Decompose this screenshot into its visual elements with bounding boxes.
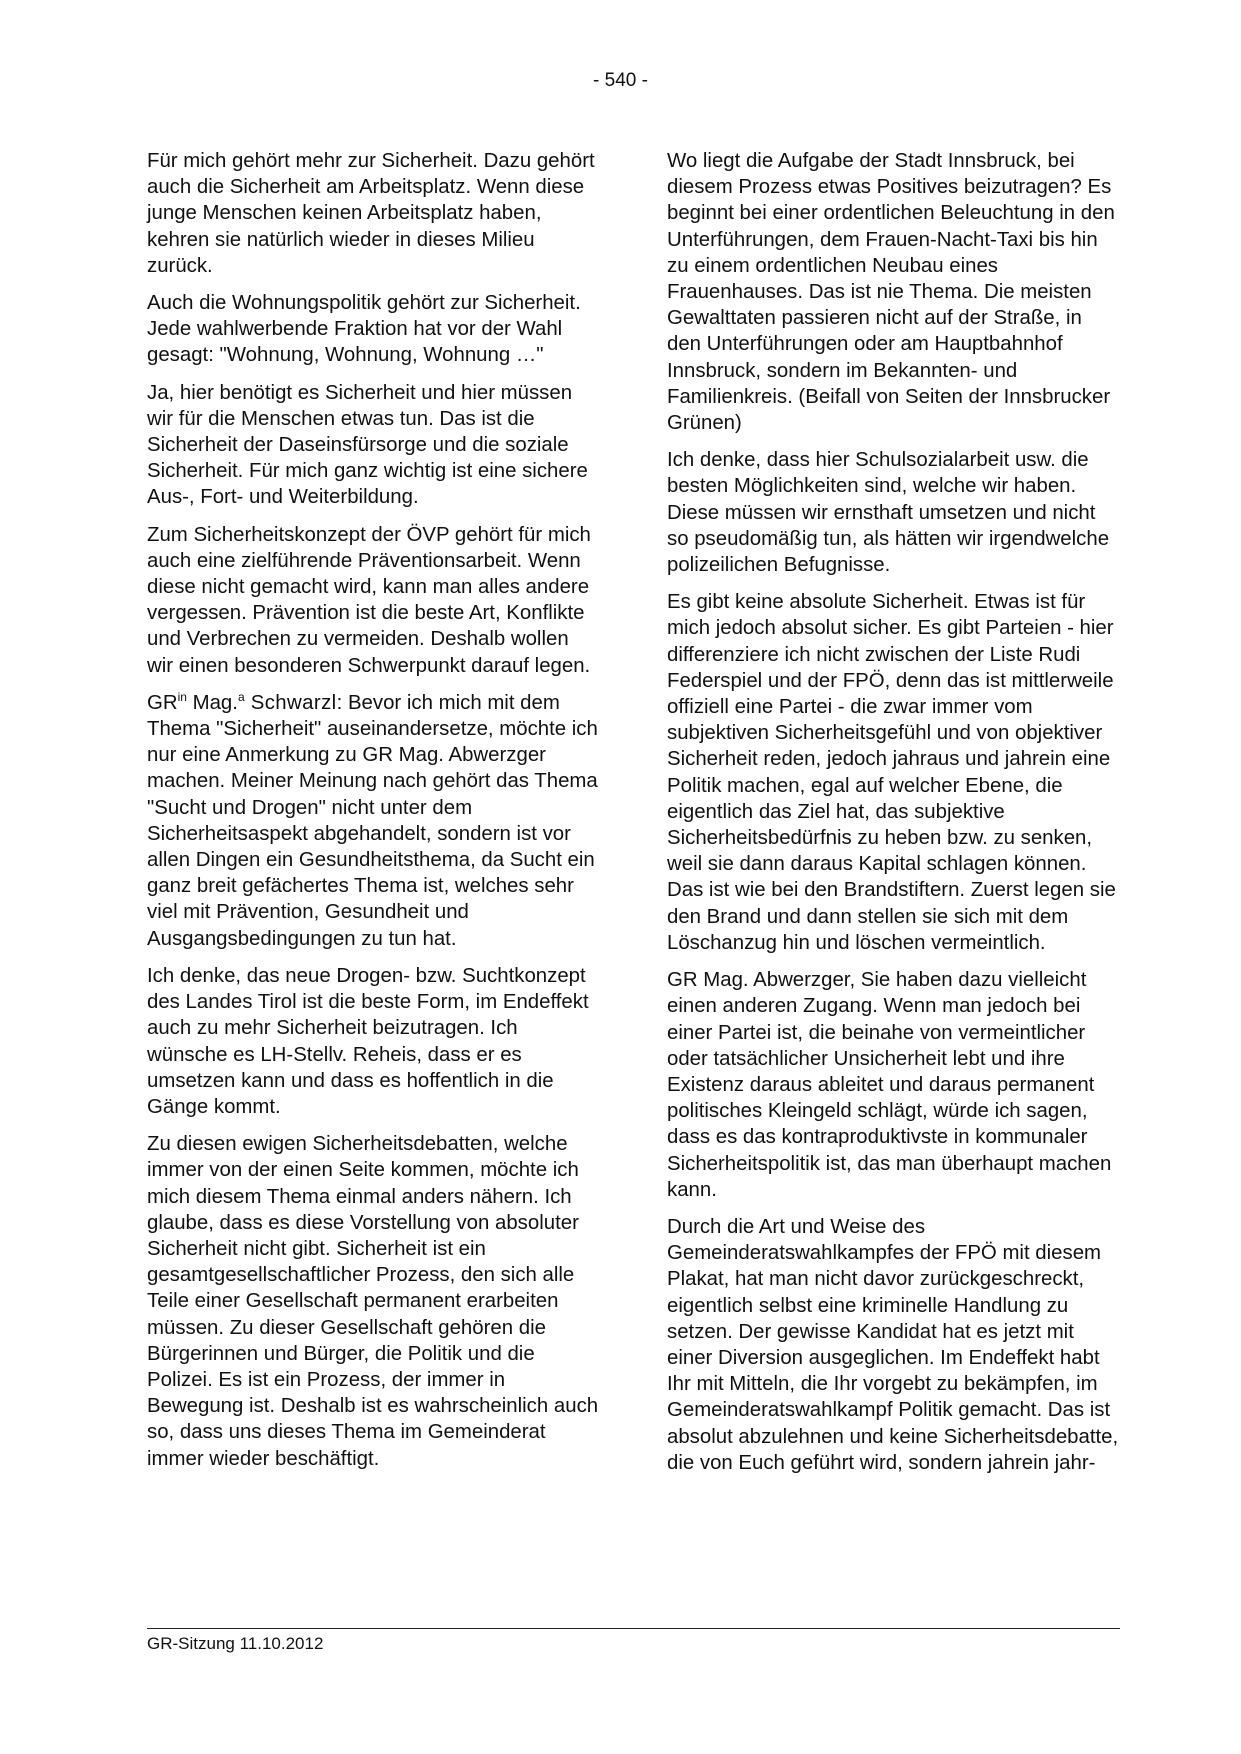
speaker-title-gr-sup: in bbox=[177, 690, 187, 705]
speaker-title-mag: Mag. bbox=[186, 691, 238, 714]
left-column bbox=[147, 148, 600, 1483]
footer-divider bbox=[147, 1628, 1120, 1629]
page-number: - 540 - bbox=[593, 70, 648, 91]
paragraph: Ja, hier benötigt es Sicherheit und hier müssen wir für die Menschen etwas tun. Das ist die Sicherheit der Daseinsfürsorge und die soziale Sicherheit. Für mich ganz wichtig ist eine sichere Aus-, Fort- und Weiterbildung. bbox=[147, 381, 588, 509]
paragraph: Ich denke, dass hier Schulsozialarbeit usw. die besten Möglichkeiten sind, welche wir haben. Diese müssen wir ernsthaft umsetzen und nicht so pseudomäßig tun, als hätten wir irgendwelche polizeilichen Befugnisse. bbox=[667, 449, 1110, 577]
speaker-title-mag-sup: a bbox=[237, 690, 245, 705]
paragraph: GR Mag. Abwerzger, Sie haben dazu vielleicht einen anderen Zugang. Wenn man jedoch bei einer Partei ist, die beinahe von vermeintlicher oder tatsächlicher Unsicherheit lebt und ihre Existenz daraus ableitet und daraus permanent politisches Kleingeld schlägt, würde ich sagen, dass es das kontraproduktivste in kommunaler Sicherheitspolitik ist, das man überhaupt machen kann. bbox=[667, 969, 1112, 1201]
paragraph: Zu diesen ewigen Sicherheitsdebatten, welche immer von der einen Seite kommen, möchte ich mich diesem Thema einmal anders nähern. Ich glaube, dass es diese Vorstellung von absoluter Sicherheit nicht gibt. Sicherheit ist ein gesamtgesellschaftlicher Prozess, den sich alle Teile einer Gesellschaft permanent erarbeiten müssen. Zu dieser Gesellschaft gehören die Bürgerinnen und Bürger, die Politik und die Polizei. Es ist ein Prozess, der immer in Bewegung ist. Deshalb ist es wahrscheinlich auch so, dass uns dieses Thema im Gemeinderat immer wieder beschäftigt. bbox=[147, 1133, 599, 1470]
speaker-name: Schwarzl bbox=[244, 691, 337, 714]
paragraph: Durch die Art und Weise des Gemeinderatswahlkampfes der FPÖ mit diesem Plakat, hat man nicht davor zurückgeschreckt, eigentlich selbst eine kriminelle Handlung zu setzen. Der gewisse Kandidat hat es jetzt mit einer Diversion ausgeglichen. Im Endeffekt habt Ihr mit Mitteln, die Ihr vorgebt zu bekämpfen, im Gemeinderatswahlkampf Politik gemacht. Das ist absolut abzulehnen und keine Sicherheitsdebatte, die von Euch geführt wird, sondern jahrein jahr- bbox=[667, 1215, 1119, 1474]
speaker-title-gr: GR bbox=[147, 691, 178, 714]
right-column bbox=[667, 148, 1120, 1487]
paragraph: Ich denke, das neue Drogen- bzw. Suchtkonzept des Landes Tirol ist die beste Form, im Endeffekt auch zu mehr Sicherheit beizutragen. Ich wünsche es LH-Stellv. Reheis, dass er es umsetzen kann und dass es hoffentlich in die Gänge kommt. bbox=[147, 964, 589, 1118]
speaker-paragraph bbox=[147, 690, 600, 952]
paragraph: Es gibt keine absolute Sicherheit. Etwas ist für mich jedoch absolut sicher. Es gibt Parteien - hier differenziere ich nicht zwischen der Liste Rudi Federspiel und der FPÖ, denn das ist mittlerweile offiziell eine Partei - die zwar immer vom subjektiven Sicherheitsgefühl und von objektiver Sicherheit reden, jedoch jahraus und jahrein eine Politik machen, egal auf welcher Ebene, die eigentlich das Ziel hat, das subjektive Sicherheitsbedürfnis zu heben bzw. zu senken, weil sie dann daraus Kapital schlagen können. Das ist wie bei den Brandstiftern. Zuerst legen sie den Brand und dann stellen sie sich mit dem Löschanzug hin und löschen vermeintlich. bbox=[667, 591, 1116, 954]
footer-text: GR-Sitzung 11.10.2012 bbox=[147, 1634, 324, 1653]
paragraph: Auch die Wohnungspolitik gehört zur Sicherheit. Jede wahlwerbende Fraktion hat vor der Wahl gesagt: "Wohnung, Wohnung, Wohnung …" bbox=[147, 292, 581, 367]
paragraph: Wo liegt die Aufgabe der Stadt Innsbruck, bei diesem Prozess etwas Positives beizutragen? Es beginnt bei einer ordentlichen Beleuchtung in den Unterführungen, dem Frauen-Nacht-Taxi bis hin zu einem ordentlichen Neubau eines Frauenhauses. Das ist nie Thema. Die meisten Gewalttaten passieren nicht auf der Straße, in den Unterführungen oder am Hauptbahnhof Innsbruck, sondern im Bekannten- und Familienkreis. (Beifall von Seiten der Innsbrucker Grünen) bbox=[667, 150, 1115, 435]
speaker-text: : Bevor ich mich mit dem Thema "Sicherheit" auseinandersetze, möchte ich nur eine Anmerkung zu GR Mag. Abwerzger machen. Meiner Meinung nach gehört das Thema "Sucht und Drogen" nicht unter dem Sicherheitsaspekt abgehandelt, sondern ist vor allen Dingen ein Gesundheitsthema, da Sucht ein ganz breit gefächertes Thema ist, welches sehr viel mit Prävention, Gesundheit und Ausgangsbedingungen zu tun hat. bbox=[147, 691, 598, 950]
paragraph: Für mich gehört mehr zur Sicherheit. Dazu gehört auch die Sicherheit am Arbeitsplatz. Wenn diese junge Menschen keinen Arbeitsplatz haben, kehren sie natürlich wieder in dieses Milieu zurück. bbox=[147, 150, 595, 277]
paragraph: Zum Sicherheitskonzept der ÖVP gehört für mich auch eine zielführende Präventionsarbeit. Wenn diese nicht gemacht wird, kann man alles andere vergessen. Prävention ist die beste Art, Konflikte und Verbrechen zu vermeiden. Deshalb wollen wir einen besonderen Schwerpunkt darauf legen. bbox=[147, 523, 591, 677]
